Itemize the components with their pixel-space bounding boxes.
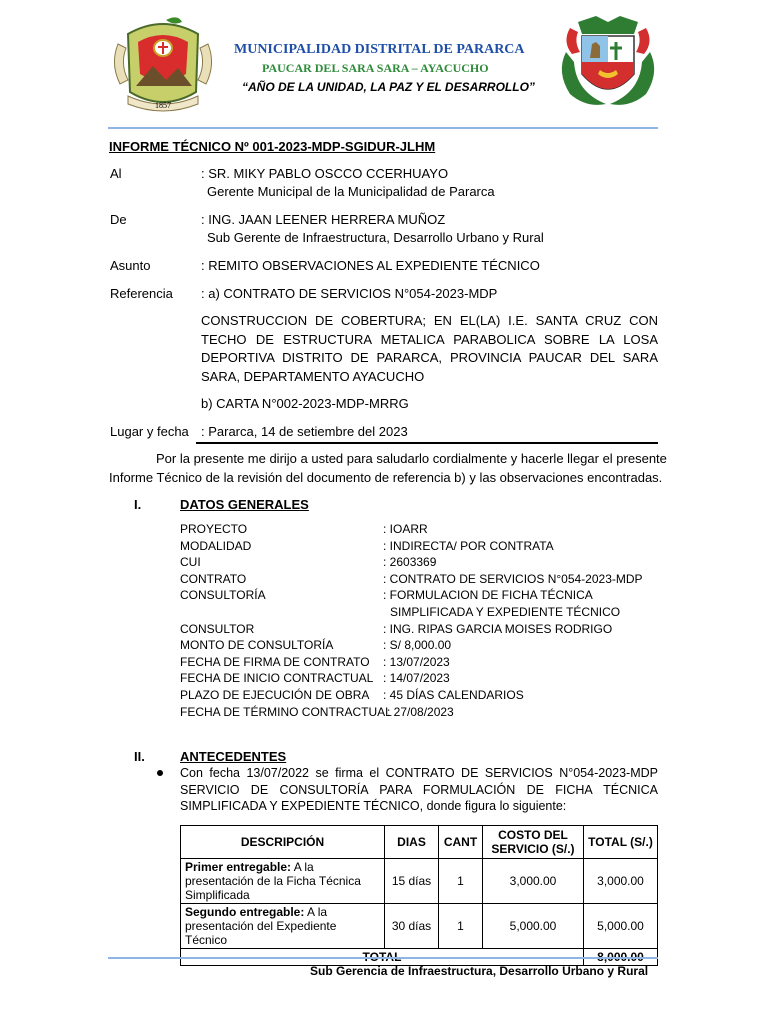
- municipality-name: MUNICIPALIDAD DISTRITAL DE PARARCA: [234, 42, 525, 57]
- section2-number: II.: [134, 749, 145, 764]
- municipality-location: PAUCAR DEL SARA SARA – AYACUCHO: [262, 61, 489, 75]
- general-data-value: : 45 DÍAS CALENDARIOS: [383, 687, 524, 702]
- row-label: Segundo entregable:: [185, 905, 305, 919]
- row-quantity: 1: [439, 859, 483, 904]
- general-data-label: PLAZO DE EJECUCIÓN DE OBRA: [180, 687, 370, 702]
- row-cost: 3,000.00: [483, 859, 584, 904]
- table-row: [181, 904, 658, 949]
- general-data-label: CUI: [180, 555, 201, 570]
- bullet-icon: [157, 770, 163, 776]
- row-days: 30 días: [385, 904, 439, 949]
- footer-text: Sub Gerencia de Infraestructura, Desarrollo Urbano y Rural: [310, 964, 649, 978]
- general-data-row: [180, 671, 660, 688]
- row-desc-text: A la presentación de la Ficha Técnica Simplificada: [185, 860, 361, 902]
- general-data-label: FECHA DE FIRMA DE CONTRATO: [180, 654, 370, 669]
- general-data-row: [180, 555, 660, 572]
- general-data-value: SIMPLIFICADA Y EXPEDIENTE TÉCNICO: [390, 604, 621, 619]
- header-service-cost: COSTO DEL SERVICIO (S/.): [483, 826, 584, 859]
- reference-label: Referencia: [110, 286, 173, 301]
- footer-divider: [108, 957, 658, 959]
- reference-a: : a) CONTRATO DE SERVICIOS N°054-2023-MDP: [201, 286, 498, 301]
- row-quantity: 1: [439, 904, 483, 949]
- general-data-value: : S/ 8,000.00: [383, 638, 452, 653]
- from-label: De: [110, 212, 127, 227]
- general-data-value: : 13/07/2023: [383, 654, 450, 669]
- from-name: : ING. JAAN LEENER HERRERA MUÑOZ: [201, 212, 446, 227]
- subject-value: : REMITO OBSERVACIONES AL EXPEDIENTE TÉCNICO: [201, 258, 540, 273]
- place-date-value: : Pararca, 14 de setiembre del 2023: [201, 424, 408, 439]
- table-header-row: [181, 826, 658, 859]
- general-data-row: [180, 655, 660, 672]
- general-data-value: : 14/07/2023: [383, 671, 450, 686]
- general-data-label: CONTRATO: [180, 571, 247, 586]
- general-data-value: : ING. RIPAS GARCIA MOISES RODRIGO: [383, 621, 613, 636]
- header-days: DIAS: [385, 826, 439, 859]
- intro-line-1: Por la presente me dirijo a usted para saludarlo cordialmente y hacerle llegar el presente: [156, 451, 667, 466]
- table-row: [181, 859, 658, 904]
- cost-table: [180, 825, 658, 966]
- general-data-row: [180, 572, 660, 589]
- heading-divider: [196, 442, 658, 444]
- row-description: [181, 904, 385, 949]
- general-data-list: [180, 522, 660, 721]
- general-data-row: [180, 705, 660, 722]
- row-description: [181, 859, 385, 904]
- report-title: INFORME TÉCNICO Nº 001-2023-MDP-SGIDUR-JLHM: [109, 139, 436, 154]
- to-role: Gerente Municipal de la Municipalidad de Pararca: [207, 184, 495, 199]
- general-data-value: : 2603369: [383, 555, 437, 570]
- general-data-value: : FORMULACION DE FICHA TÉCNICA: [383, 588, 593, 603]
- reference-project: CONSTRUCCION DE COBERTURA; EN EL(LA) I.E. SANTA CRUZ CON TECHO DE ESTRUCTURA METALICA PARABOLICA SOBRE LA LOSA DEPORTIVA DISTRITO DE PARARCA, PROVINCIA PAUCAR DEL SARA SARA, DEPARTAMENTO AYACUCHO: [201, 313, 658, 384]
- municipal-crest-logo: [108, 14, 218, 114]
- to-label: Al: [110, 166, 122, 181]
- header-divider: [108, 127, 658, 129]
- general-data-row: [180, 522, 660, 539]
- place-date-label: Lugar y fecha: [110, 424, 189, 439]
- header-total: TOTAL (S/.): [584, 826, 658, 859]
- header-quantity: CANT: [439, 826, 483, 859]
- general-data-label: CONSULTORÍA: [180, 588, 266, 603]
- section2-title: ANTECEDENTES: [180, 749, 287, 764]
- general-data-row: [180, 539, 660, 556]
- header-description: DESCRIPCIÓN: [181, 826, 385, 859]
- general-data-row: [180, 638, 660, 655]
- general-data-label: MONTO DE CONSULTORÍA: [180, 638, 334, 653]
- general-data-row: [180, 605, 660, 622]
- row-cost: 5,000.00: [483, 904, 584, 949]
- row-desc-text: A la presentación del Expediente Técnico: [185, 905, 337, 947]
- from-role: Sub Gerente de Infraestructura, Desarrollo Urbano y Rural: [207, 230, 544, 245]
- general-data-value: : INDIRECTA/ POR CONTRATA: [383, 538, 554, 553]
- general-data-row: [180, 622, 660, 639]
- to-name: : SR. MIKY PABLO OSCCO CCERHUAYO: [201, 166, 449, 181]
- row-days: 15 días: [385, 859, 439, 904]
- general-data-label: MODALIDAD: [180, 538, 252, 553]
- section1-title: DATOS GENERALES: [180, 497, 309, 512]
- general-data-label: CONSULTOR: [180, 621, 255, 636]
- subject-label: Asunto: [110, 258, 151, 273]
- general-data-value: : CONTRATO DE SERVICIOS N°054-2023-MDP: [383, 571, 643, 586]
- year-motto: “AÑO DE LA UNIDAD, LA PAZ Y EL DESARROLLO”: [242, 80, 535, 94]
- crest-year: 1857: [155, 101, 171, 110]
- national-coat-of-arms-logo: [556, 12, 660, 112]
- section1-number: I.: [134, 497, 142, 512]
- reference-b: b) CARTA N°002-2023-MDP-MRRG: [201, 396, 409, 411]
- general-data-row: [180, 588, 660, 605]
- general-data-label: FECHA DE TÉRMINO CONTRACTUAL: [180, 704, 392, 719]
- general-data-value: : IOARR: [383, 522, 428, 536]
- row-total: 5,000.00: [584, 904, 658, 949]
- general-data-label: PROYECTO: [180, 522, 248, 536]
- general-data-label: FECHA DE INICIO CONTRACTUAL: [180, 671, 374, 686]
- intro-line-2: Informe Técnico de la revisión del documento de referencia b) y las observaciones encontradas.: [109, 470, 663, 485]
- row-total: 3,000.00: [584, 859, 658, 904]
- row-label: Primer entregable:: [185, 860, 292, 874]
- general-data-value: : 27/08/2023: [387, 704, 454, 719]
- general-data-row: [180, 688, 660, 705]
- antecedentes-paragraph: Con fecha 13/07/2022 se firma el CONTRATO DE SERVICIOS N°054-2023-MDP SERVICIO DE CONSULTORÍA PARA FORMULACIÓN DE FICHA TÉCNICA SIMPLIFICADA Y EXPEDIENTE TÉCNICO, donde figura lo siguiente:: [180, 766, 658, 813]
